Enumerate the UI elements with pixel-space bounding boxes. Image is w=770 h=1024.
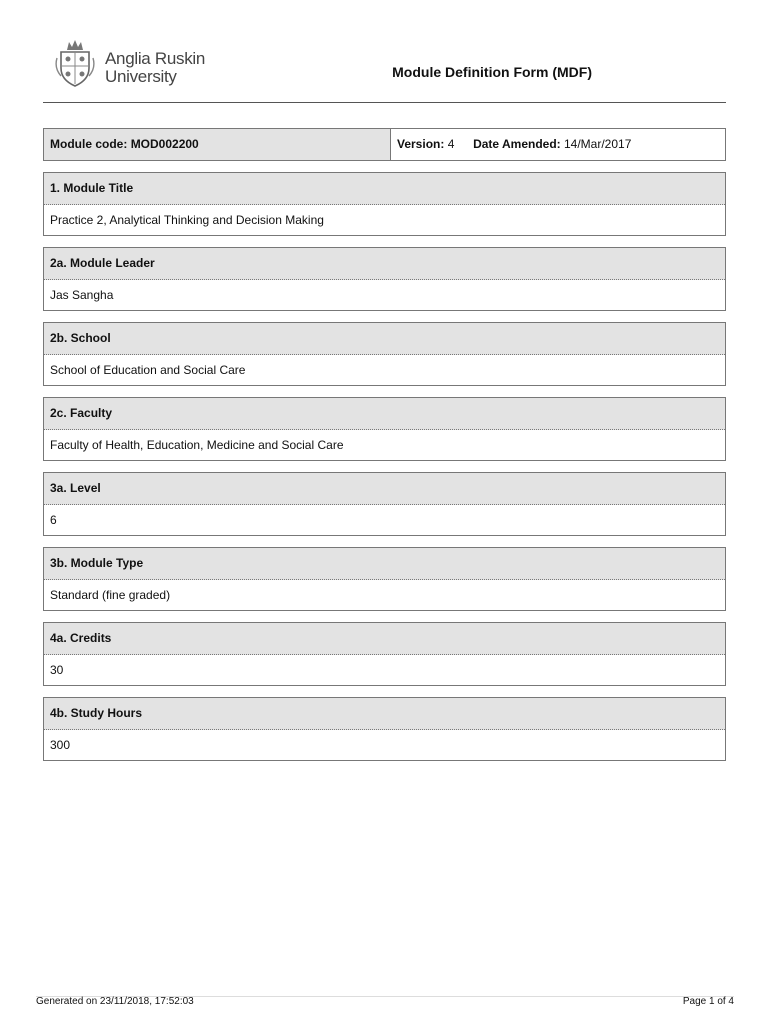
section-value: 30 bbox=[50, 663, 64, 677]
section-heading: 4a. Credits bbox=[44, 623, 725, 655]
section-value: Standard (fine graded) bbox=[50, 588, 171, 602]
section-heading: 2a. Module Leader bbox=[44, 248, 725, 280]
section-value: 300 bbox=[50, 738, 71, 752]
module-code-label: Module code: bbox=[50, 137, 128, 151]
section-heading: 4b. Study Hours bbox=[44, 698, 725, 730]
date-amended-label: Date Amended: bbox=[473, 137, 561, 151]
section-value: Practice 2, Analytical Thinking and Decision Making bbox=[50, 213, 324, 227]
module-code-row bbox=[43, 128, 726, 161]
section-value: Faculty of Health, Education, Medicine and Social Care bbox=[50, 438, 344, 452]
university-name-line2: University bbox=[105, 67, 177, 86]
section-heading: 3a. Level bbox=[44, 473, 725, 505]
generated-timestamp: Generated on 23/11/2018, 17:52:03 bbox=[36, 996, 194, 1007]
section-module-title bbox=[43, 172, 726, 236]
section-level bbox=[43, 472, 726, 536]
section-credits bbox=[43, 622, 726, 686]
version-date-cell bbox=[391, 129, 725, 160]
university-crest-icon bbox=[55, 38, 95, 88]
version-label: Version: bbox=[397, 137, 445, 151]
section-heading: 1. Module Title bbox=[44, 173, 725, 205]
page-number: Page 1 of 4 bbox=[682, 996, 734, 1007]
page-header bbox=[43, 36, 726, 102]
form-title: Module Definition Form (MDF) bbox=[392, 64, 592, 80]
section-heading: 2b. School bbox=[44, 323, 725, 355]
module-code-value: MOD002200 bbox=[130, 137, 199, 151]
section-heading: 2c. Faculty bbox=[44, 398, 725, 430]
university-name-line1: Anglia Ruskin bbox=[105, 49, 206, 68]
university-name bbox=[105, 50, 205, 86]
module-code-cell bbox=[44, 129, 391, 160]
date-amended-value: 14/Mar/2017 bbox=[564, 137, 632, 151]
section-school bbox=[43, 322, 726, 386]
version-value: 4 bbox=[447, 137, 455, 151]
section-value: 6 bbox=[50, 513, 57, 527]
section-study-hours bbox=[43, 697, 726, 761]
header-divider bbox=[43, 102, 726, 103]
section-value: Jas Sangha bbox=[50, 288, 114, 302]
section-value: School of Education and Social Care bbox=[50, 363, 246, 377]
section-module-type bbox=[43, 547, 726, 611]
section-module-leader bbox=[43, 247, 726, 311]
section-heading: 3b. Module Type bbox=[44, 548, 725, 580]
section-faculty bbox=[43, 397, 726, 461]
